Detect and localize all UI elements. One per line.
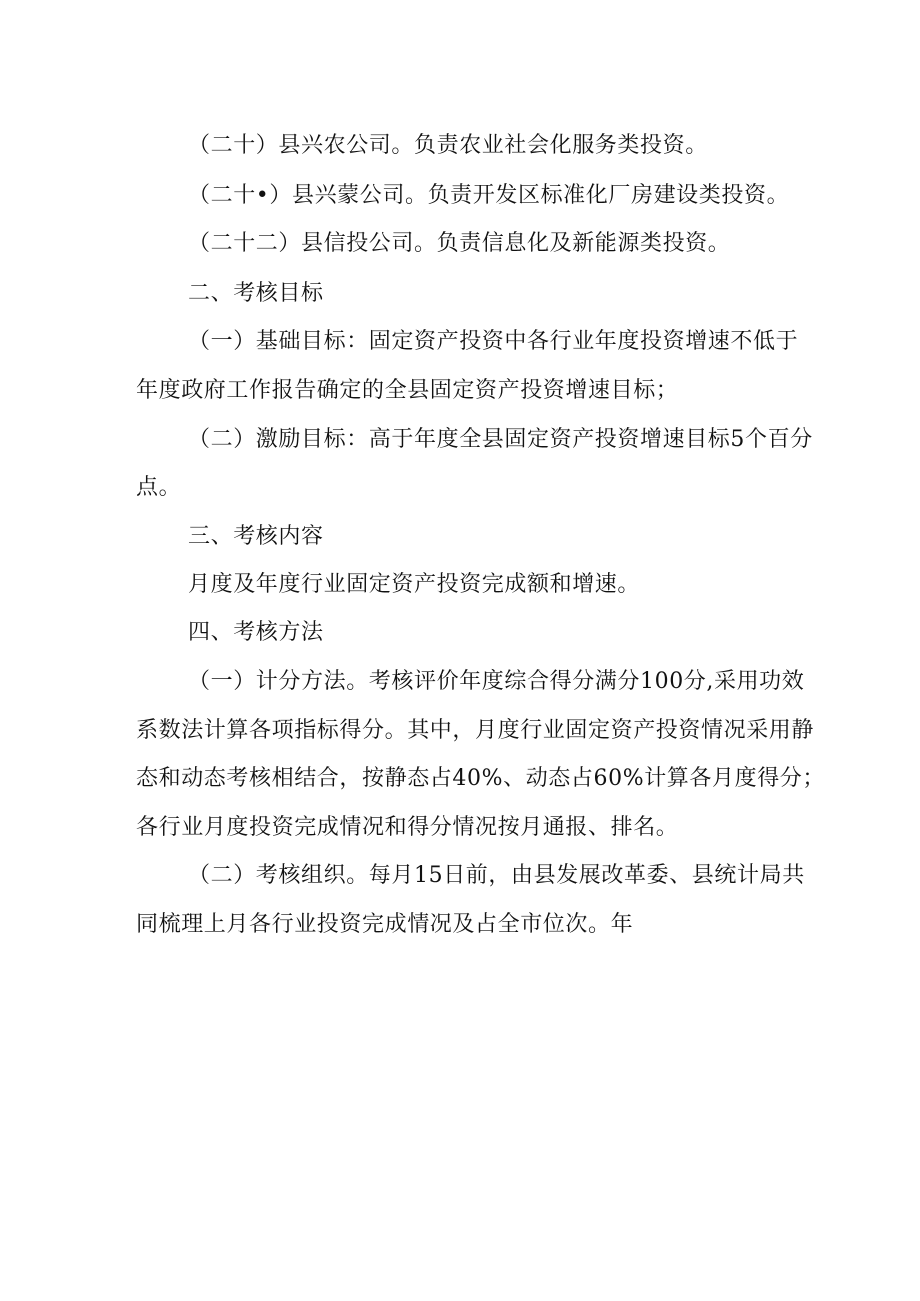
section-heading-goals: 二、考核目标 — [188, 281, 324, 306]
section-heading-content: 三、考核内容 — [188, 524, 324, 549]
goal-incentive-line-1: （二）激励目标：高于年度全县固定资产投资增速目标5个百分 — [188, 427, 813, 452]
goal-incentive-line-2: 点。 — [136, 475, 182, 500]
method-scoring-line-4: 各行业月度投资完成情况和得分情况按月通报、排名。 — [136, 815, 679, 840]
item-22: （二十二）县信投公司。负责信息化及新能源类投资。 — [188, 231, 731, 256]
item-20: （二十）县兴农公司。负责农业社会化服务类投资。 — [188, 133, 708, 158]
method-scoring-line-2: 系数法计算各项指标得分。其中，月度行业固定资产投资情况采用静 — [136, 718, 815, 743]
content-body: 月度及年度行业固定资产投资完成额和增速。 — [188, 572, 641, 597]
method-scoring-line-1: （一）计分方法。考核评价年度综合得分满分100分,采用功效 — [188, 669, 805, 694]
section-heading-method: 四、考核方法 — [188, 620, 324, 645]
method-organization-line-2: 同梳理上月各行业投资完成情况及占全市位次。年 — [136, 912, 634, 937]
method-scoring-line-3: 态和动态考核相结合，按静态占40%、动态占60%计算各月度得分； — [136, 766, 825, 791]
goal-basic-line-2: 年度政府工作报告确定的全县固定资产投资增速目标； — [136, 378, 679, 403]
item-21: （二十•）县兴蒙公司。负责开发区标准化厂房建设类投资。 — [188, 183, 790, 208]
method-organization-line-1: （二）考核组织。每月15日前，由县发展改革委、县统计局共 — [188, 863, 805, 888]
goal-basic-line-1: （一）基础目标：固定资产投资中各行业年度投资增速不低于 — [188, 329, 799, 354]
